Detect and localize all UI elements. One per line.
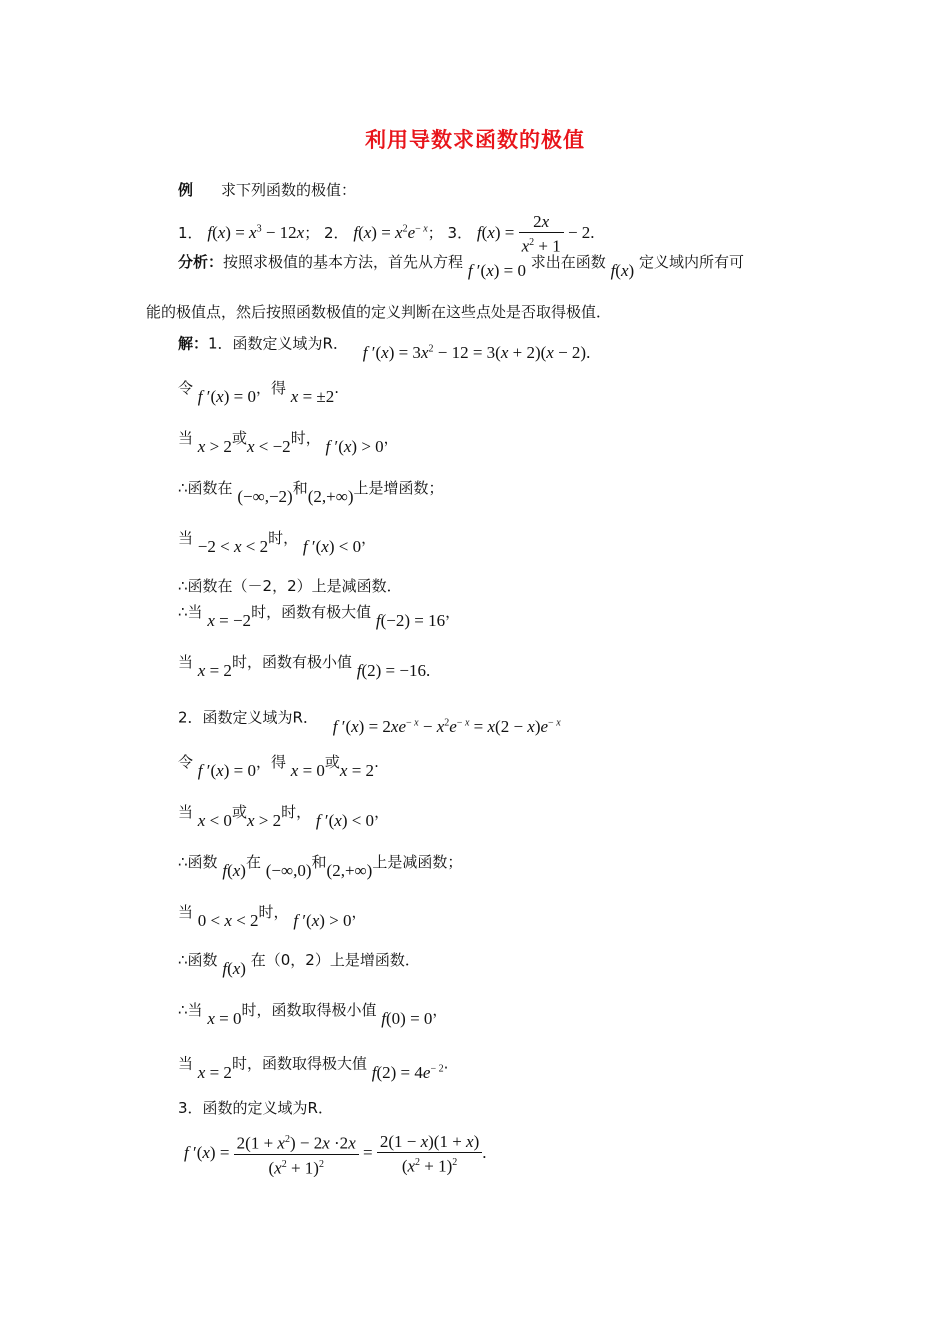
example-label: 例	[178, 181, 194, 199]
solution-2-step: 当 0 < x < 2时， f ′(x) > 0，	[178, 903, 367, 930]
solution-1-step: 当 x > 2或x < −2时， f ′(x) > 0，	[178, 429, 399, 456]
formula: (−∞,−2)	[237, 487, 293, 506]
formula: f(x) = $\frac{2x}{x^2 + 1}$ − 2.	[476, 212, 595, 256]
formula: x < 0	[197, 811, 232, 830]
formula: x = −2	[207, 611, 252, 630]
solution-1-step: ∴函数在（－2，2）上是减函数．	[178, 577, 402, 595]
solution-3-header: 3．函数的定义域为R．	[178, 1099, 333, 1117]
solution-2-header: 2．函数定义域为R． f $'(x) = 2xe^{- x} - x^2e^{- x} = x(2 - x)e^{- x}$	[178, 708, 561, 736]
formula: f ′(x) < 0	[302, 537, 362, 556]
formula: x = 0	[207, 1009, 242, 1028]
solution-1-step: ∴当 x = −2时，函数有极大值 f(−2) = 16，	[178, 603, 461, 630]
solution-3-derivative	[184, 1130, 487, 1178]
formula: x = 2	[339, 761, 375, 780]
formula: f ′(x) > 0	[325, 437, 384, 456]
formula: (2,+∞)	[326, 861, 373, 880]
solution-1-step: 令 f ′(x) = 0，得 x = ±2.	[178, 379, 340, 406]
formula: 0 < x < 2	[197, 911, 259, 930]
formula: f(−2) = 16	[375, 611, 446, 630]
solution-2-step: 当 x < 0或x > 2时， f ′(x) < 0，	[178, 803, 390, 830]
solution-1-step: 当 x = 2时，函数有极小值 f(2) = −16.	[178, 653, 431, 680]
formula: f(x)	[222, 959, 246, 978]
formula: (−∞,0)	[265, 861, 312, 880]
problem-list: 1． $f(x) = x^3 - 12x$； 2． $f(x) = x^2e^{- x}$； 3． f(x) = $\frac{2x}{x^2 + 1}$ − 2.	[178, 212, 595, 256]
formula: (2,+∞)	[307, 487, 354, 506]
formula: f $'(x) = 3x^2 - 12 = 3(x + 2)(x - 2)$.	[362, 342, 591, 362]
solution-1-header: 解：1．函数定义域为R． f $'(x) = 3x^2 - 12 = 3(x + 2)(x - 2)$.	[178, 334, 591, 362]
formula: f ′(x) > 0	[293, 911, 352, 930]
formula: f ′(x) = 0	[197, 761, 256, 780]
formula: x = ±2	[290, 387, 335, 406]
analysis-line-2: 能的极值点，然后按照函数极值的定义判断在这些点处是否取得极值．	[146, 303, 612, 321]
formula: f(x)	[222, 861, 246, 880]
solution-2-step: ∴当 x = 0时，函数取得极小值 f(0) = 0，	[178, 1001, 448, 1028]
formula: $f(x) = x^3 - 12x$	[207, 223, 305, 243]
solution-2-step: 当 x = 2时，函数取得极大值 $f(2) = 4e^{- 2}$.	[178, 1054, 449, 1082]
formula: f $'(x) = 2xe^{- x} - x^2e^{- x} = x(2 - x)e^{- x}$	[332, 716, 561, 736]
example-text: 求下列函数的极值：	[221, 181, 357, 199]
formula: $f(x) = x^2e^{- x}$	[353, 223, 428, 243]
example-line	[178, 180, 356, 200]
formula: x < −2	[246, 437, 291, 456]
formula: x = 2	[197, 1062, 232, 1082]
formula: x > 2	[197, 437, 232, 456]
formula: f ′(x) = 0	[197, 387, 256, 406]
formula: f ′(x) < 0	[315, 811, 375, 830]
page-title: 利用导数求函数的极值	[365, 128, 585, 152]
analysis-line: 分析：按照求极值的基本方法，首先从方程 f ′(x) = 0 求出在函数 f(x) 定义域内所有可	[178, 253, 744, 280]
solution-2-step: ∴函数 f(x)在 (−∞,0)和(2,+∞)上是减函数；	[178, 853, 463, 880]
formula: f(x)	[610, 261, 635, 280]
formula: f(2) = −16.	[356, 661, 431, 680]
formula: f ′(x) = 0	[467, 261, 526, 280]
formula: $f(2) = 4e^{- 2}$	[371, 1062, 444, 1082]
formula: x > 2	[246, 811, 282, 830]
formula: x = 2	[197, 661, 232, 680]
formula: −2 < x < 2	[197, 537, 269, 556]
formula: f ′(x) = $\frac{2(1 + x^2) - 2x \cdot 2x}{(x^2 + 1)^2}$ = $\frac{2(1 - x)(1 + x)}{(x^2 + 1)^2}$ .	[184, 1131, 487, 1178]
solution-1-step: 当 −2 < x < 2时， f ′(x) < 0，	[178, 529, 377, 556]
formula: f(0) = 0	[381, 1009, 433, 1028]
solution-2-step: ∴函数 f(x) 在（0，2）上是增函数．	[178, 951, 420, 978]
solution-1-step: ∴函数在 (−∞,−2)和(2,+∞)上是增函数；	[178, 479, 444, 506]
formula: x = 0	[290, 761, 325, 780]
solution-2-step: 令 f ′(x) = 0，得 x = 0或x = 2.	[178, 753, 379, 780]
